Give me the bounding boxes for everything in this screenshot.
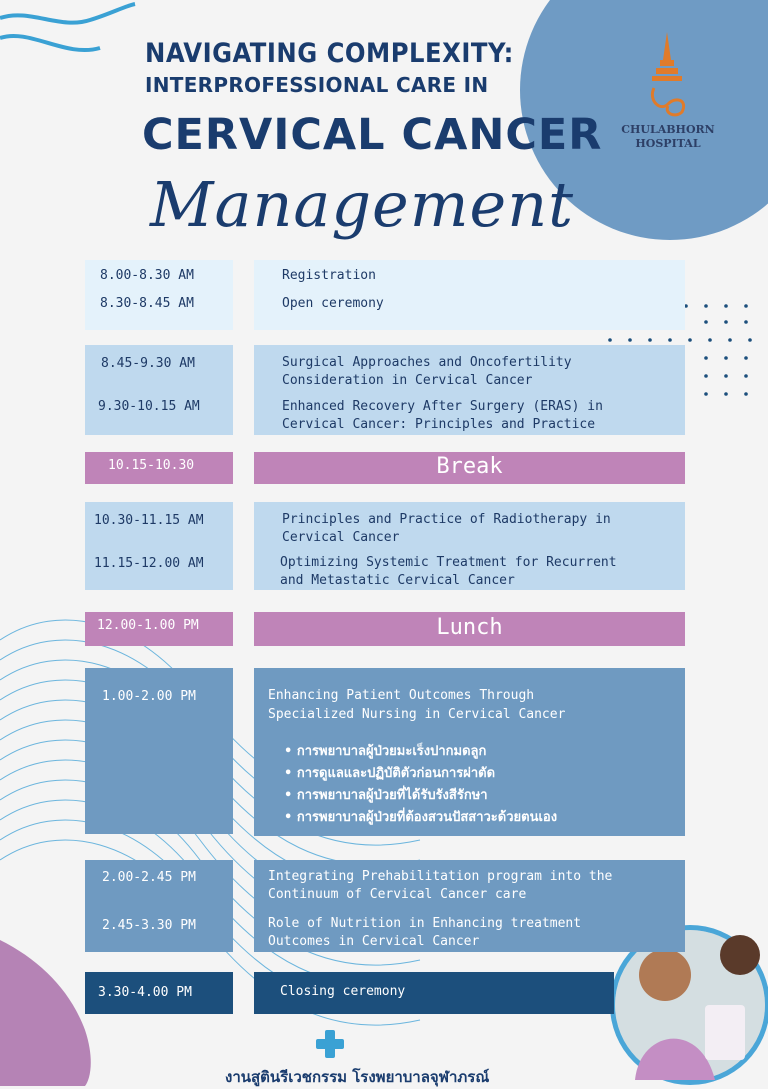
bullet-item: • การพยาบาลผู้ป่วยที่ได้รับรังสีรักษา	[284, 788, 488, 803]
time-label: 1.00-2.00 PM	[102, 689, 196, 704]
session-title: Open ceremony	[282, 296, 384, 311]
session-title: Optimizing Systemic Treatment for Recurrent	[280, 555, 617, 570]
session-title: Enhancing Patient Outcomes Through	[268, 688, 535, 703]
session-title: Surgical Approaches and Oncofertility	[282, 355, 572, 370]
bullet-text: การพยาบาลผู้ป่วยที่ได้รับรังสีรักษา	[296, 788, 488, 803]
decor-wave	[0, 36, 100, 50]
title-line-2: INTERPROFESSIONAL CARE IN	[145, 73, 489, 97]
session-title: and Metastatic Cervical Cancer	[280, 573, 515, 588]
session-title: Principles and Practice of Radiotherapy in	[282, 512, 611, 527]
logo-line-1: CHULABHORN	[621, 123, 715, 136]
bullet-item: • การพยาบาลผู้ป่วยมะเร็งปากมดลูก	[284, 744, 487, 759]
session-title: Continuum of Cervical Cancer care	[268, 887, 527, 902]
time-label: 3.30-4.00 PM	[98, 985, 192, 1000]
bullet-text: การพยาบาลผู้ป่วยมะเร็งปากมดลูก	[296, 744, 487, 759]
decor-blob-bottom-left	[0, 940, 91, 1086]
session-title: Cervical Cancer	[282, 530, 400, 545]
hospital-logo-text	[608, 123, 728, 151]
session-title: Registration	[282, 268, 376, 283]
session-title: Cervical Cancer: Principles and Practice	[282, 417, 596, 432]
session-title: Integrating Prehabilitation program into the	[268, 869, 613, 884]
decor-wave	[0, 4, 135, 23]
bullet-item: • การพยาบาลผู้ป่วยที่ต้องสวนปัสสาวะด้วยตนเอง	[284, 810, 558, 825]
session-title: Role of Nutrition in Enhancing treatment	[268, 916, 582, 931]
session-title: Specialized Nursing in Cervical Cancer	[268, 707, 566, 722]
lunch-label: Lunch	[436, 615, 503, 640]
session-title: Outcomes in Cervical Cancer	[268, 934, 480, 949]
time-label: 8.00-8.30 AM	[100, 268, 194, 283]
time-label: 8.30-8.45 AM	[100, 296, 194, 311]
session-title: Closing ceremony	[280, 984, 406, 999]
session-title: Enhanced Recovery After Surgery (ERAS) in	[282, 399, 603, 414]
decor-photo-face	[639, 949, 691, 1001]
plus-icon	[316, 1030, 344, 1058]
time-label: 9.30-10.15 AM	[98, 399, 200, 414]
time-label: 10.15-10.30	[108, 458, 195, 473]
title-line-4: Management	[150, 168, 575, 241]
bullet-item: • การดูแลและปฏิบัติตัวก่อนการผ่าตัด	[284, 766, 496, 781]
bullet-text: การพยาบาลผู้ป่วยที่ต้องสวนปัสสาวะด้วยตนเอง	[296, 810, 558, 825]
time-label: 8.45-9.30 AM	[101, 356, 195, 371]
logo-line-2: HOSPITAL	[635, 137, 701, 150]
time-label: 11.15-12.00 AM	[94, 556, 204, 571]
title-line-1: NAVIGATING COMPLEXITY:	[145, 38, 514, 69]
break-label: Break	[436, 454, 503, 479]
time-label: 2.45-3.30 PM	[102, 918, 196, 933]
time-label: 10.30-11.15 AM	[94, 513, 204, 528]
time-label: 12.00-1.00 PM	[97, 618, 199, 633]
footer-text: งานสูตินรีเวชกรรม โรงพยาบาลจุฬาภรณ์	[225, 1068, 490, 1086]
time-label: 2.00-2.45 PM	[102, 870, 196, 885]
title-line-3: CERVICAL CANCER	[142, 110, 603, 160]
bullet-text: การดูแลและปฏิบัติตัวก่อนการผ่าตัด	[296, 766, 496, 781]
session-title: Consideration in Cervical Cancer	[282, 373, 533, 388]
